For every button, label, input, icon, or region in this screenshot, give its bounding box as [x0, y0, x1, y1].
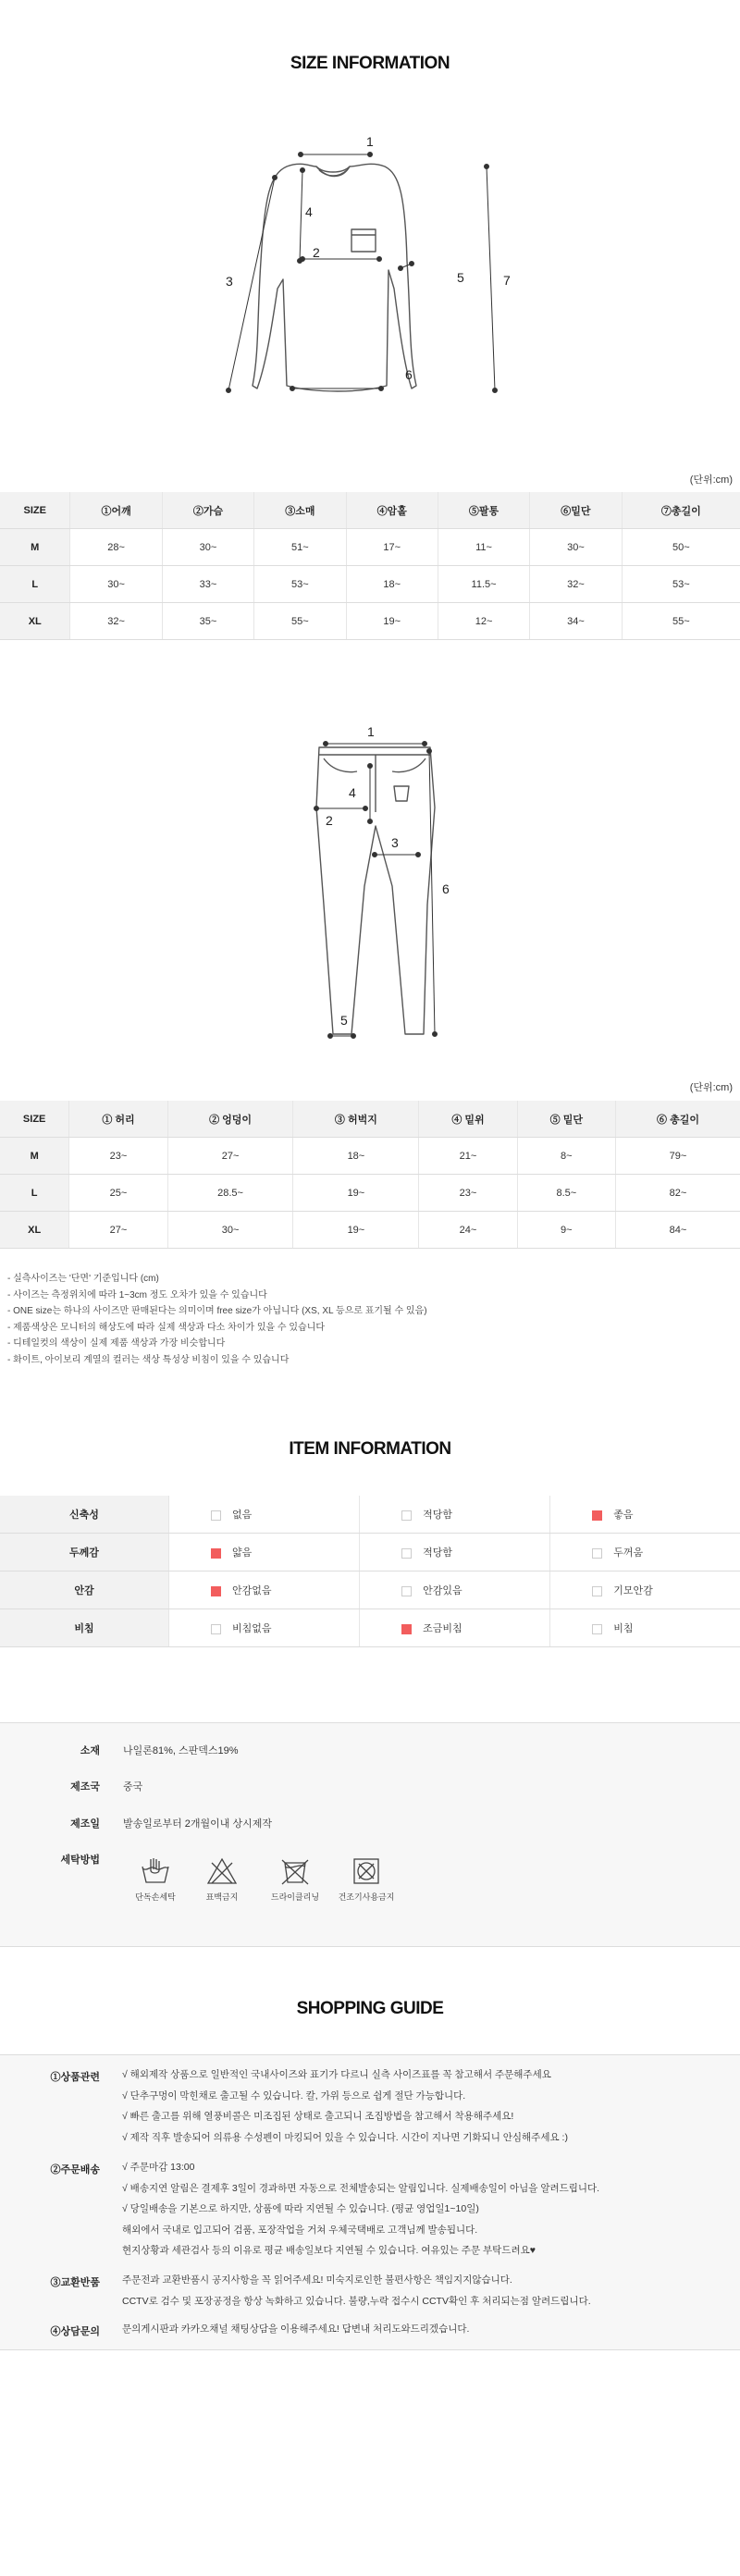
- item-label: 신축성: [0, 1496, 169, 1534]
- diagram-label: 5: [457, 270, 464, 285]
- table-cell: 19~: [346, 603, 438, 640]
- diagram-label: 7: [503, 273, 511, 288]
- guide-line: 문의게시판과 카카오채널 채팅상담을 이용해주세요! 답변내 처리도와드리겠습니다.: [122, 2323, 470, 2335]
- table-header: ①어깨: [70, 492, 162, 529]
- item-option: 얇음: [169, 1534, 360, 1571]
- diagram-label: 4: [349, 785, 356, 800]
- table-cell: 30~: [70, 566, 162, 603]
- hand-wash-icon: [140, 1857, 171, 1885]
- table-cell: 30~: [162, 529, 253, 566]
- note-line: - 실측사이즈는 '단면' 기준입니다 (cm): [7, 1274, 159, 1284]
- guide-line: √ 주문마감 13:00: [122, 2162, 195, 2173]
- table-cell: 33~: [162, 566, 253, 603]
- table-cell: 32~: [70, 603, 162, 640]
- table-cell: 28~: [70, 529, 162, 566]
- table-cell: 24~: [419, 1212, 517, 1249]
- item-row: [0, 1496, 740, 1534]
- origin-value: 중국: [123, 1781, 143, 1793]
- table-row: [0, 1138, 740, 1175]
- table-header: SIZE: [0, 492, 70, 529]
- table-header: ⑦총길이: [622, 492, 740, 529]
- checkbox: [211, 1510, 221, 1521]
- table-cell: 28.5~: [167, 1175, 293, 1212]
- guide-line: 해외에서 국내로 입고되어 검품, 포장작업을 거쳐 우체국택배로 고객님께 발송됩니다.: [122, 2224, 478, 2236]
- item-option: 좋음: [550, 1496, 740, 1534]
- item-row: [0, 1571, 740, 1609]
- guide-line: 주문전과 교환반품시 공지사항을 꼭 읽어주세요! 미숙지로인한 불편사항은 책임지지않습니다.: [122, 2274, 512, 2286]
- item-info-table: [0, 1496, 740, 1647]
- table-cell: L: [0, 1175, 69, 1212]
- no-dryclean-icon: [279, 1857, 311, 1885]
- table-cell: 32~: [530, 566, 622, 603]
- note-line: - 디테일컷의 색상이 실제 제품 색상과 가장 비슷합니다: [7, 1338, 226, 1349]
- item-option: 비침없음: [169, 1609, 360, 1647]
- table-cell: 84~: [616, 1212, 740, 1249]
- table-cell: 23~: [69, 1138, 167, 1175]
- top-measurement-diagram: [213, 131, 527, 409]
- item-option: 조금비침: [360, 1609, 550, 1647]
- unit-label: (단위:cm): [689, 475, 733, 486]
- table-cell: 25~: [69, 1175, 167, 1212]
- date-value: 발송일로부터 2개월이내 상시제작: [123, 1818, 272, 1830]
- item-information-title: ITEM INFORMATION: [289, 1439, 451, 1459]
- item-row: [0, 1609, 740, 1647]
- checkbox-checked: [401, 1624, 412, 1634]
- date-label: 제조일: [70, 1818, 100, 1830]
- table-cell: 51~: [254, 529, 346, 566]
- guide-line: CCTV로 검수 및 포장공정을 항상 녹화하고 있습니다. 불량,누락 접수시 CCTV확인 후 처리되는점 알려드립니다.: [122, 2295, 591, 2307]
- diagram-label: 2: [326, 813, 333, 828]
- diagram-label: 6: [405, 367, 413, 382]
- table-header: ③소매: [254, 492, 346, 529]
- diagram-label: 3: [391, 835, 399, 850]
- item-option: 안감있음: [360, 1571, 550, 1609]
- table-cell: 27~: [69, 1212, 167, 1249]
- care-label: 세탁방법: [60, 1855, 100, 1866]
- guide-section-label: ④상담문의: [50, 2326, 100, 2337]
- table-header: ④암홀: [346, 492, 438, 529]
- table-cell: M: [0, 1138, 69, 1175]
- table-cell: 53~: [254, 566, 346, 603]
- table-cell: 8.5~: [517, 1175, 615, 1212]
- table-cell: 79~: [616, 1138, 740, 1175]
- diagram-label: 3: [226, 274, 233, 289]
- item-option: 두꺼움: [550, 1534, 740, 1571]
- table-cell: 30~: [530, 529, 622, 566]
- table-header: ① 허리: [69, 1101, 167, 1138]
- note-line: - ONE size는 하나의 사이즈만 판매된다는 의미이며 free size가 아닙니다 (XS, XL 등으로 표기될 수 있음): [7, 1306, 427, 1316]
- unit-label: (단위:cm): [689, 1082, 733, 1093]
- table-cell: 18~: [346, 566, 438, 603]
- table-cell: 55~: [254, 603, 346, 640]
- checkbox: [401, 1586, 412, 1596]
- table-row: [0, 1175, 740, 1212]
- note-line: - 화이트, 아이보리 계열의 컬러는 색상 특성상 비침이 있을 수 있습니다: [7, 1354, 290, 1365]
- table-header: ⑥밑단: [530, 492, 622, 529]
- care-item: 표백금지: [185, 1857, 259, 1903]
- care-item: 건조기사용금지: [329, 1857, 403, 1903]
- guide-line: 현지상황과 세관검사 등의 이유로 평균 배송일보다 지연될 수 있습니다. 여유있는 주문 부탁드려요♥: [122, 2245, 536, 2256]
- diagram-label: 1: [366, 134, 374, 149]
- table-row: [0, 566, 740, 603]
- guide-line: √ 단추구멍이 막힌채로 출고될 수 있습니다. 칼, 가위 등으로 쉽게 절단 가능합니다.: [122, 2089, 466, 2101]
- guide-section-label: ①상품관련: [50, 2072, 100, 2083]
- table-cell: 18~: [293, 1138, 419, 1175]
- table-cell: 34~: [530, 603, 622, 640]
- checkbox-checked: [211, 1548, 221, 1559]
- table-header: ② 엉덩이: [167, 1101, 293, 1138]
- table-header: ④ 밑위: [419, 1101, 517, 1138]
- checkbox: [592, 1586, 602, 1596]
- item-option: 기모안감: [550, 1571, 740, 1609]
- guide-line: √ 빠른 출고를 위해 열풍비콜은 미조집된 상태로 출고되니 조집방법을 참고해서 착용해주세요!: [122, 2111, 514, 2122]
- item-label: 두께감: [0, 1534, 169, 1571]
- guide-line: √ 당일배송을 기본으로 하지만, 상품에 따라 지연될 수 있습니다. (평균 영업일1~10일): [122, 2203, 479, 2214]
- table-cell: 82~: [616, 1175, 740, 1212]
- no-bleach-icon: [206, 1857, 238, 1885]
- table-cell: 12~: [438, 603, 529, 640]
- table-cell: 35~: [162, 603, 253, 640]
- table-cell: M: [0, 529, 70, 566]
- table-cell: 11.5~: [438, 566, 529, 603]
- no-tumble-dry-icon: [351, 1857, 382, 1885]
- checkbox: [401, 1510, 412, 1521]
- care-item: 드라이클리닝: [258, 1857, 332, 1903]
- table-header: ⑤팔통: [438, 492, 529, 529]
- care-item: 단독손세탁: [118, 1857, 192, 1903]
- table-cell: 27~: [167, 1138, 293, 1175]
- bottom-measurement-diagram: [305, 720, 462, 1045]
- checkbox-checked: [592, 1510, 602, 1521]
- table-cell: XL: [0, 603, 70, 640]
- material-value: 나일론81%, 스판덱스19%: [123, 1745, 239, 1756]
- table-header: ⑤ 밑단: [517, 1101, 615, 1138]
- shopping-guide-panel: [0, 2054, 740, 2350]
- size-information-title: SIZE INFORMATION: [290, 54, 450, 73]
- checkbox: [592, 1548, 602, 1559]
- guide-section-label: ③교환반품: [50, 2277, 100, 2288]
- guide-line: √ 배송지연 알림은 결제후 3일이 경과하면 자동으로 전체발송되는 알림입니다. 실제배송일이 아님을 알려드립니다.: [122, 2182, 600, 2194]
- note-line: - 제품색상은 모니터의 해상도에 따라 실제 색상과 다소 차이가 있을 수 있습니다: [7, 1322, 326, 1333]
- table-cell: 11~: [438, 529, 529, 566]
- table-cell: 19~: [293, 1212, 419, 1249]
- item-option: 적당함: [360, 1496, 550, 1534]
- table-header: ③ 허벅지: [293, 1101, 419, 1138]
- table-row: [0, 1212, 740, 1249]
- checkbox-checked: [211, 1586, 221, 1596]
- table-row: [0, 529, 740, 566]
- item-option: 비침: [550, 1609, 740, 1647]
- guide-line: √ 제작 직후 발송되어 의류용 수성펜이 마킹되어 있을 수 있습니다. 시간이 지나면 기화되니 안심해주세요 :): [122, 2131, 568, 2143]
- diagram-label: 5: [340, 1013, 348, 1028]
- bottom-size-table: [0, 1101, 740, 1249]
- item-option: 안감없음: [169, 1571, 360, 1609]
- table-cell: 53~: [622, 566, 740, 603]
- table-row: [0, 603, 740, 640]
- guide-section-label: ②주문배송: [50, 2164, 100, 2175]
- checkbox: [401, 1548, 412, 1559]
- table-cell: 21~: [419, 1138, 517, 1175]
- item-option: 없음: [169, 1496, 360, 1534]
- table-cell: 55~: [622, 603, 740, 640]
- top-size-table: [0, 492, 740, 640]
- diagram-label: 4: [305, 204, 313, 219]
- table-cell: 19~: [293, 1175, 419, 1212]
- table-cell: 9~: [517, 1212, 615, 1249]
- guide-line: √ 해외제작 상품으로 일반적인 국내사이즈와 표기가 다르니 실측 사이즈표를 꼭 참고해서 주문해주세요: [122, 2069, 551, 2080]
- fabric-info-panel: [0, 1722, 740, 1947]
- diagram-label: 1: [367, 724, 375, 739]
- item-option: 적당함: [360, 1534, 550, 1571]
- table-cell: 8~: [517, 1138, 615, 1175]
- item-label: 안감: [0, 1571, 169, 1609]
- diagram-label: 2: [313, 245, 320, 260]
- table-header: ②가슴: [162, 492, 253, 529]
- origin-label: 제조국: [70, 1781, 100, 1793]
- table-cell: 50~: [622, 529, 740, 566]
- checkbox: [211, 1624, 221, 1634]
- table-cell: XL: [0, 1212, 69, 1249]
- table-cell: 30~: [167, 1212, 293, 1249]
- table-cell: 23~: [419, 1175, 517, 1212]
- note-line: - 사이즈는 측정위치에 따라 1~3cm 정도 오차가 있을 수 있습니다: [7, 1289, 267, 1300]
- table-cell: 17~: [346, 529, 438, 566]
- table-cell: L: [0, 566, 70, 603]
- size-notes: [7, 1271, 427, 1368]
- table-header: ⑥ 총길이: [616, 1101, 740, 1138]
- table-header: SIZE: [0, 1101, 69, 1138]
- item-row: [0, 1534, 740, 1571]
- diagram-label: 6: [442, 881, 450, 896]
- checkbox: [592, 1624, 602, 1634]
- item-label: 비침: [0, 1609, 169, 1647]
- material-label: 소재: [80, 1745, 100, 1756]
- shopping-guide-title: SHOPPING GUIDE: [296, 1999, 444, 2018]
